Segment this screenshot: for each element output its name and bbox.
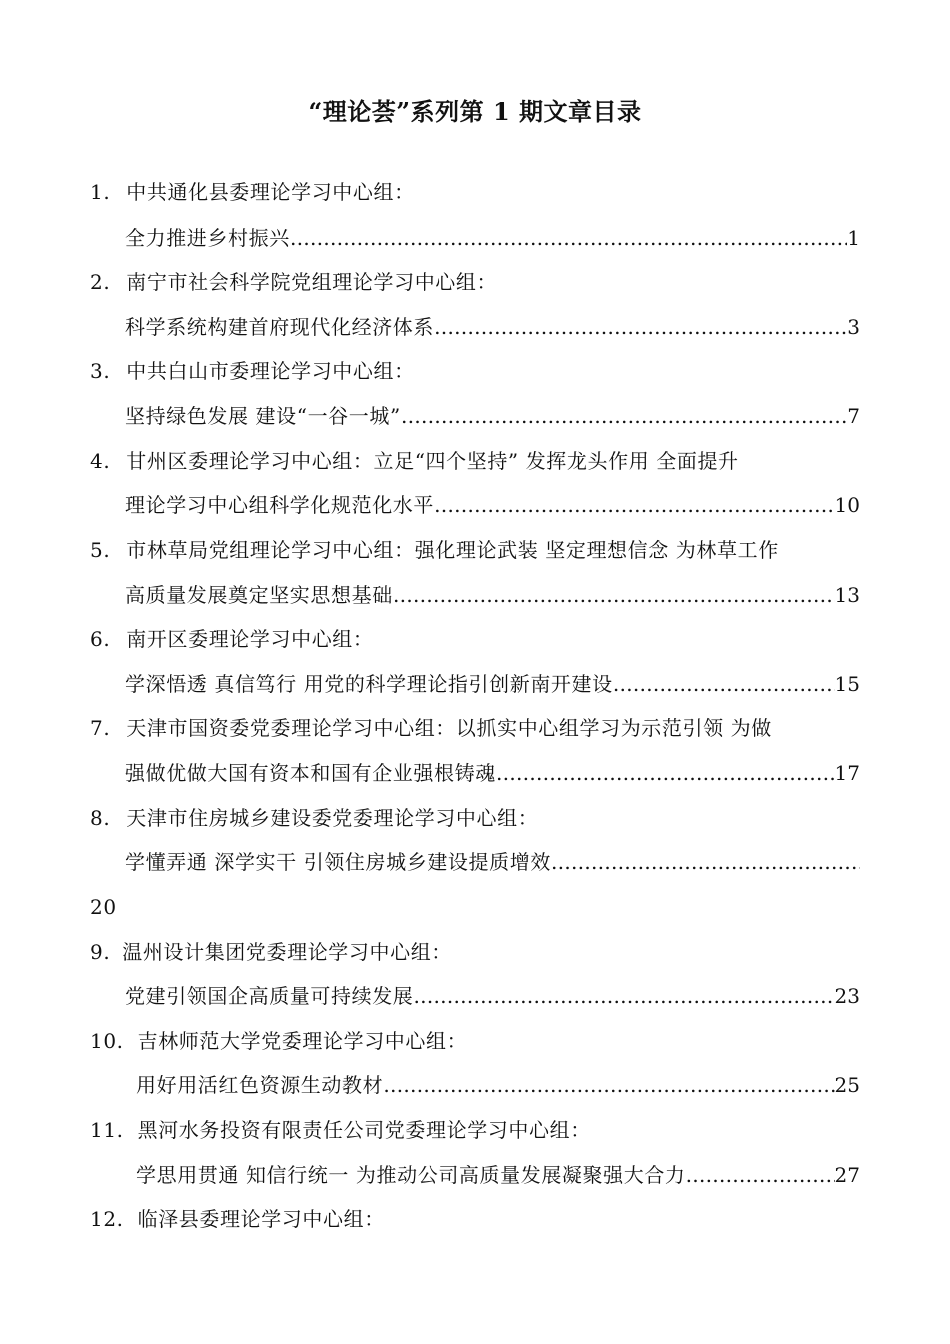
toc-entry-article[interactable]	[136, 1071, 860, 1099]
leader-dots	[290, 224, 847, 252]
toc-entry-article[interactable]	[136, 1161, 860, 1189]
toc-entry-article[interactable]	[125, 670, 860, 698]
toc-entry-article[interactable]	[125, 982, 860, 1010]
entry-org: 中共通化县委理论学习中心组：	[126, 180, 415, 204]
entry-number: 2.	[90, 270, 111, 294]
entry-page-number: 25	[834, 1073, 860, 1097]
entry-article-title: 党建引领国企高质量可持续发展	[125, 984, 414, 1008]
entry-page-number: 7	[847, 404, 860, 428]
leader-dots	[401, 402, 847, 430]
toc-entry-heading	[90, 714, 772, 742]
entry-number: 9.	[90, 940, 111, 964]
leader-dots	[434, 491, 835, 519]
entry-org: 南开区委理论学习中心组：	[126, 627, 374, 651]
entry-article-title: 强做优做大国有资本和国有企业强根铸魂	[125, 761, 496, 785]
entry-number: 4.	[90, 449, 111, 473]
entry-number: 7.	[90, 716, 111, 740]
leader-dots	[686, 1161, 835, 1189]
toc-entry-heading	[90, 357, 415, 385]
entry-page-number: 13	[834, 583, 860, 607]
entry-org: 甘州区委理论学习中心组：立足“四个坚持” 发挥龙头作用 全面提升	[126, 449, 739, 473]
entry-org: 南宁市社会科学院党组理论学习中心组：	[126, 270, 498, 294]
entry-article-title: 科学系统构建首府现代化经济体系	[125, 315, 434, 339]
entry-org: 中共白山市委理论学习中心组：	[126, 359, 415, 383]
entry-org: 吉林师范大学党委理论学习中心组：	[137, 1029, 468, 1053]
entry-article-title: 全力推进乡村振兴	[125, 226, 290, 250]
toc-entry-heading	[90, 178, 415, 206]
page-title: “理论荟”系列第 1 期文章目录	[308, 97, 642, 126]
entry-article-title: 学懂弄通 深学实干 引领住房城乡建设提质增效	[125, 850, 551, 874]
leader-dots	[413, 982, 834, 1010]
entry-page-number: 10	[834, 493, 860, 517]
toc-entry-article[interactable]	[125, 402, 860, 430]
toc-entry-article[interactable]	[125, 224, 860, 252]
leader-dots	[383, 1071, 834, 1099]
entry-org: 天津市国资委党委理论学习中心组：以抓实中心组学习为示范引领 为做	[126, 716, 772, 740]
entry-page-number: 20	[90, 895, 117, 919]
entry-page-number: 23	[834, 984, 860, 1008]
toc-entry-article[interactable]	[125, 313, 860, 341]
toc-entry-heading	[90, 268, 497, 296]
toc-entry-heading	[90, 1027, 467, 1055]
entry-number: 11.	[90, 1118, 124, 1142]
entry-number: 8.	[90, 806, 111, 830]
toc-entry-article[interactable]	[125, 581, 860, 609]
entry-number: 12.	[90, 1207, 124, 1231]
entry-number: 10.	[90, 1029, 124, 1053]
toc-entry-heading	[90, 1205, 385, 1233]
entry-page-number: 15	[834, 672, 860, 696]
entry-article-title: 高质量发展奠定坚实思想基础	[125, 583, 393, 607]
toc-entry-heading	[90, 625, 374, 653]
toc-entry-article[interactable]	[125, 848, 860, 876]
entry-number: 5.	[90, 538, 111, 562]
leader-dots	[613, 670, 835, 698]
toc-entry-heading	[90, 938, 452, 966]
entry-article-title: 用好用活红色资源生动教材	[136, 1073, 384, 1097]
entry-org: 温州设计集团党委理论学习中心组：	[122, 940, 452, 964]
leader-dots	[496, 759, 835, 787]
leader-dots	[393, 581, 835, 609]
entry-number: 1.	[90, 180, 111, 204]
entry-number: 6.	[90, 627, 111, 651]
entry-page-number: 1	[847, 226, 860, 250]
entry-number: 3.	[90, 359, 111, 383]
entry-org: 黑河水务投资有限责任公司党委理论学习中心组：	[137, 1118, 591, 1142]
leader-dots	[551, 848, 860, 876]
entry-org: 临泽县委理论学习中心组：	[137, 1207, 385, 1231]
entry-article-title: 理论学习中心组科学化规范化水平	[125, 493, 434, 517]
entry-org: 市林草局党组理论学习中心组：强化理论武装 坚定理想信念 为林草工作	[126, 538, 779, 562]
toc-entry-article[interactable]	[125, 759, 860, 787]
toc-entry-article[interactable]	[125, 491, 860, 519]
entry-page-number: 3	[847, 315, 860, 339]
toc-entry-heading	[90, 1116, 591, 1144]
leader-dots	[434, 313, 847, 341]
entry-article-title: 学思用贯通 知信行统一 为推动公司高质量发展凝聚强大合力	[136, 1163, 686, 1187]
entry-page-number: 17	[834, 761, 860, 785]
toc-entry-heading	[90, 447, 739, 475]
toc-entry-heading	[90, 536, 779, 564]
entry-article-title: 学深悟透 真信笃行 用党的科学理论指引创新南开建设	[125, 672, 613, 696]
entry-org: 天津市住房城乡建设委党委理论学习中心组：	[126, 806, 539, 830]
toc-entry-heading	[90, 804, 538, 832]
entry-article-title: 坚持绿色发展 建设“一谷一城”	[125, 404, 401, 428]
entry-page-number: 27	[834, 1163, 860, 1187]
